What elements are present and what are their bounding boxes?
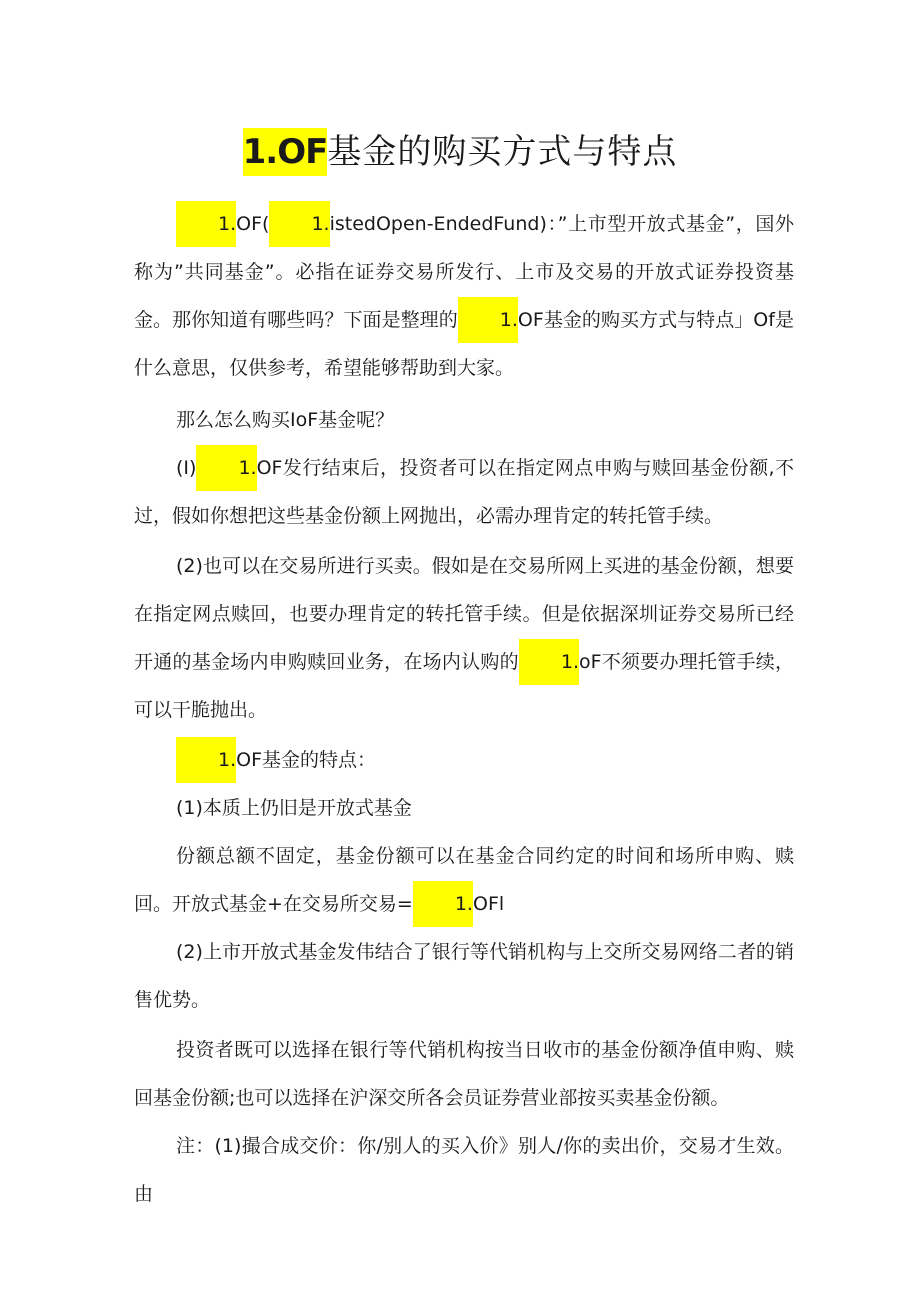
paragraph-feature-1: (1)本质上仍旧是开放式基金 <box>176 797 412 819</box>
highlight-mark: 1. <box>176 201 236 247</box>
paragraph-method-1 <box>134 444 794 540</box>
highlight-mark: 1. <box>176 737 236 783</box>
paragraph-text: istedOpen-EndedFund)：”上市型开放式基金”，国外称为”共同基金”。必指在证券交易所发行、上市及交易的开放式证券投资基金。那你知道有哪些吗？下面是整理的 <box>134 213 794 331</box>
paragraph-feature-1-detail <box>134 832 794 928</box>
paragraph-text: 份额总额不固定，基金份额可以在基金合同约定的时间和场所申购、赎回。开放式基金+在交易所交易= <box>134 845 794 915</box>
paragraph-method-2 <box>134 542 794 734</box>
highlight-mark: 1.OF <box>243 128 328 176</box>
paragraph-text: OFl <box>472 893 505 915</box>
paragraph-text: (2)也可以在交易所进行买卖。假如是在交易所网上买进的基金份额，想要在指定网点赎回，也要办理肯定的转托管手续。但是依据深圳证券交易所已经开通的基金场内申购赎回业务，在场内认购的 <box>134 555 794 673</box>
highlight-mark: 1. <box>519 639 579 685</box>
paragraph-note: 注：(1)撮合成交价：你/别人的买入价》别人/你的卖出价，交易才生效。由 <box>134 1135 794 1205</box>
highlight-mark: 1. <box>196 445 256 491</box>
paragraph-text: OF基金的特点： <box>236 749 377 771</box>
highlight-mark: 1. <box>269 201 329 247</box>
paragraph-features-heading <box>134 736 794 784</box>
paragraph-text: (I) <box>176 457 197 479</box>
page-title <box>0 128 920 176</box>
paragraph-intro <box>134 200 794 392</box>
paragraph-text: OF发行结束后，投资者可以在指定网点申购与赎回基金份额,不过，假如你想把这些基金份额上网抛出，必需办理肯定的转托管手续。 <box>134 457 794 527</box>
paragraph-text: OF基金的购买方式与特点」Of是什么意思，仅供参考，希望能够帮助到大家。 <box>134 309 794 379</box>
title-text: 基金的购买方式与特点 <box>327 132 678 172</box>
paragraph-text: OF( <box>236 213 270 235</box>
highlight-mark: 1. <box>458 297 518 343</box>
highlight-mark: 1. <box>413 881 473 927</box>
paragraph-investor-choice: 投资者既可以选择在银行等代销机构按当日收市的基金份额净值申购、赎回基金份额;也可以选择在沪深交所各会员证券营业部按买卖基金份额。 <box>134 1039 794 1109</box>
paragraph-feature-2: (2)上市开放式基金发伟结合了银行等代销机构与上交所交易网络二者的销售优势。 <box>134 941 794 1011</box>
paragraph-question: 那么怎么购买IoF基金呢？ <box>176 409 395 431</box>
paragraph-text: oF不须要办理托管手续，可以干脆抛出。 <box>134 651 794 721</box>
